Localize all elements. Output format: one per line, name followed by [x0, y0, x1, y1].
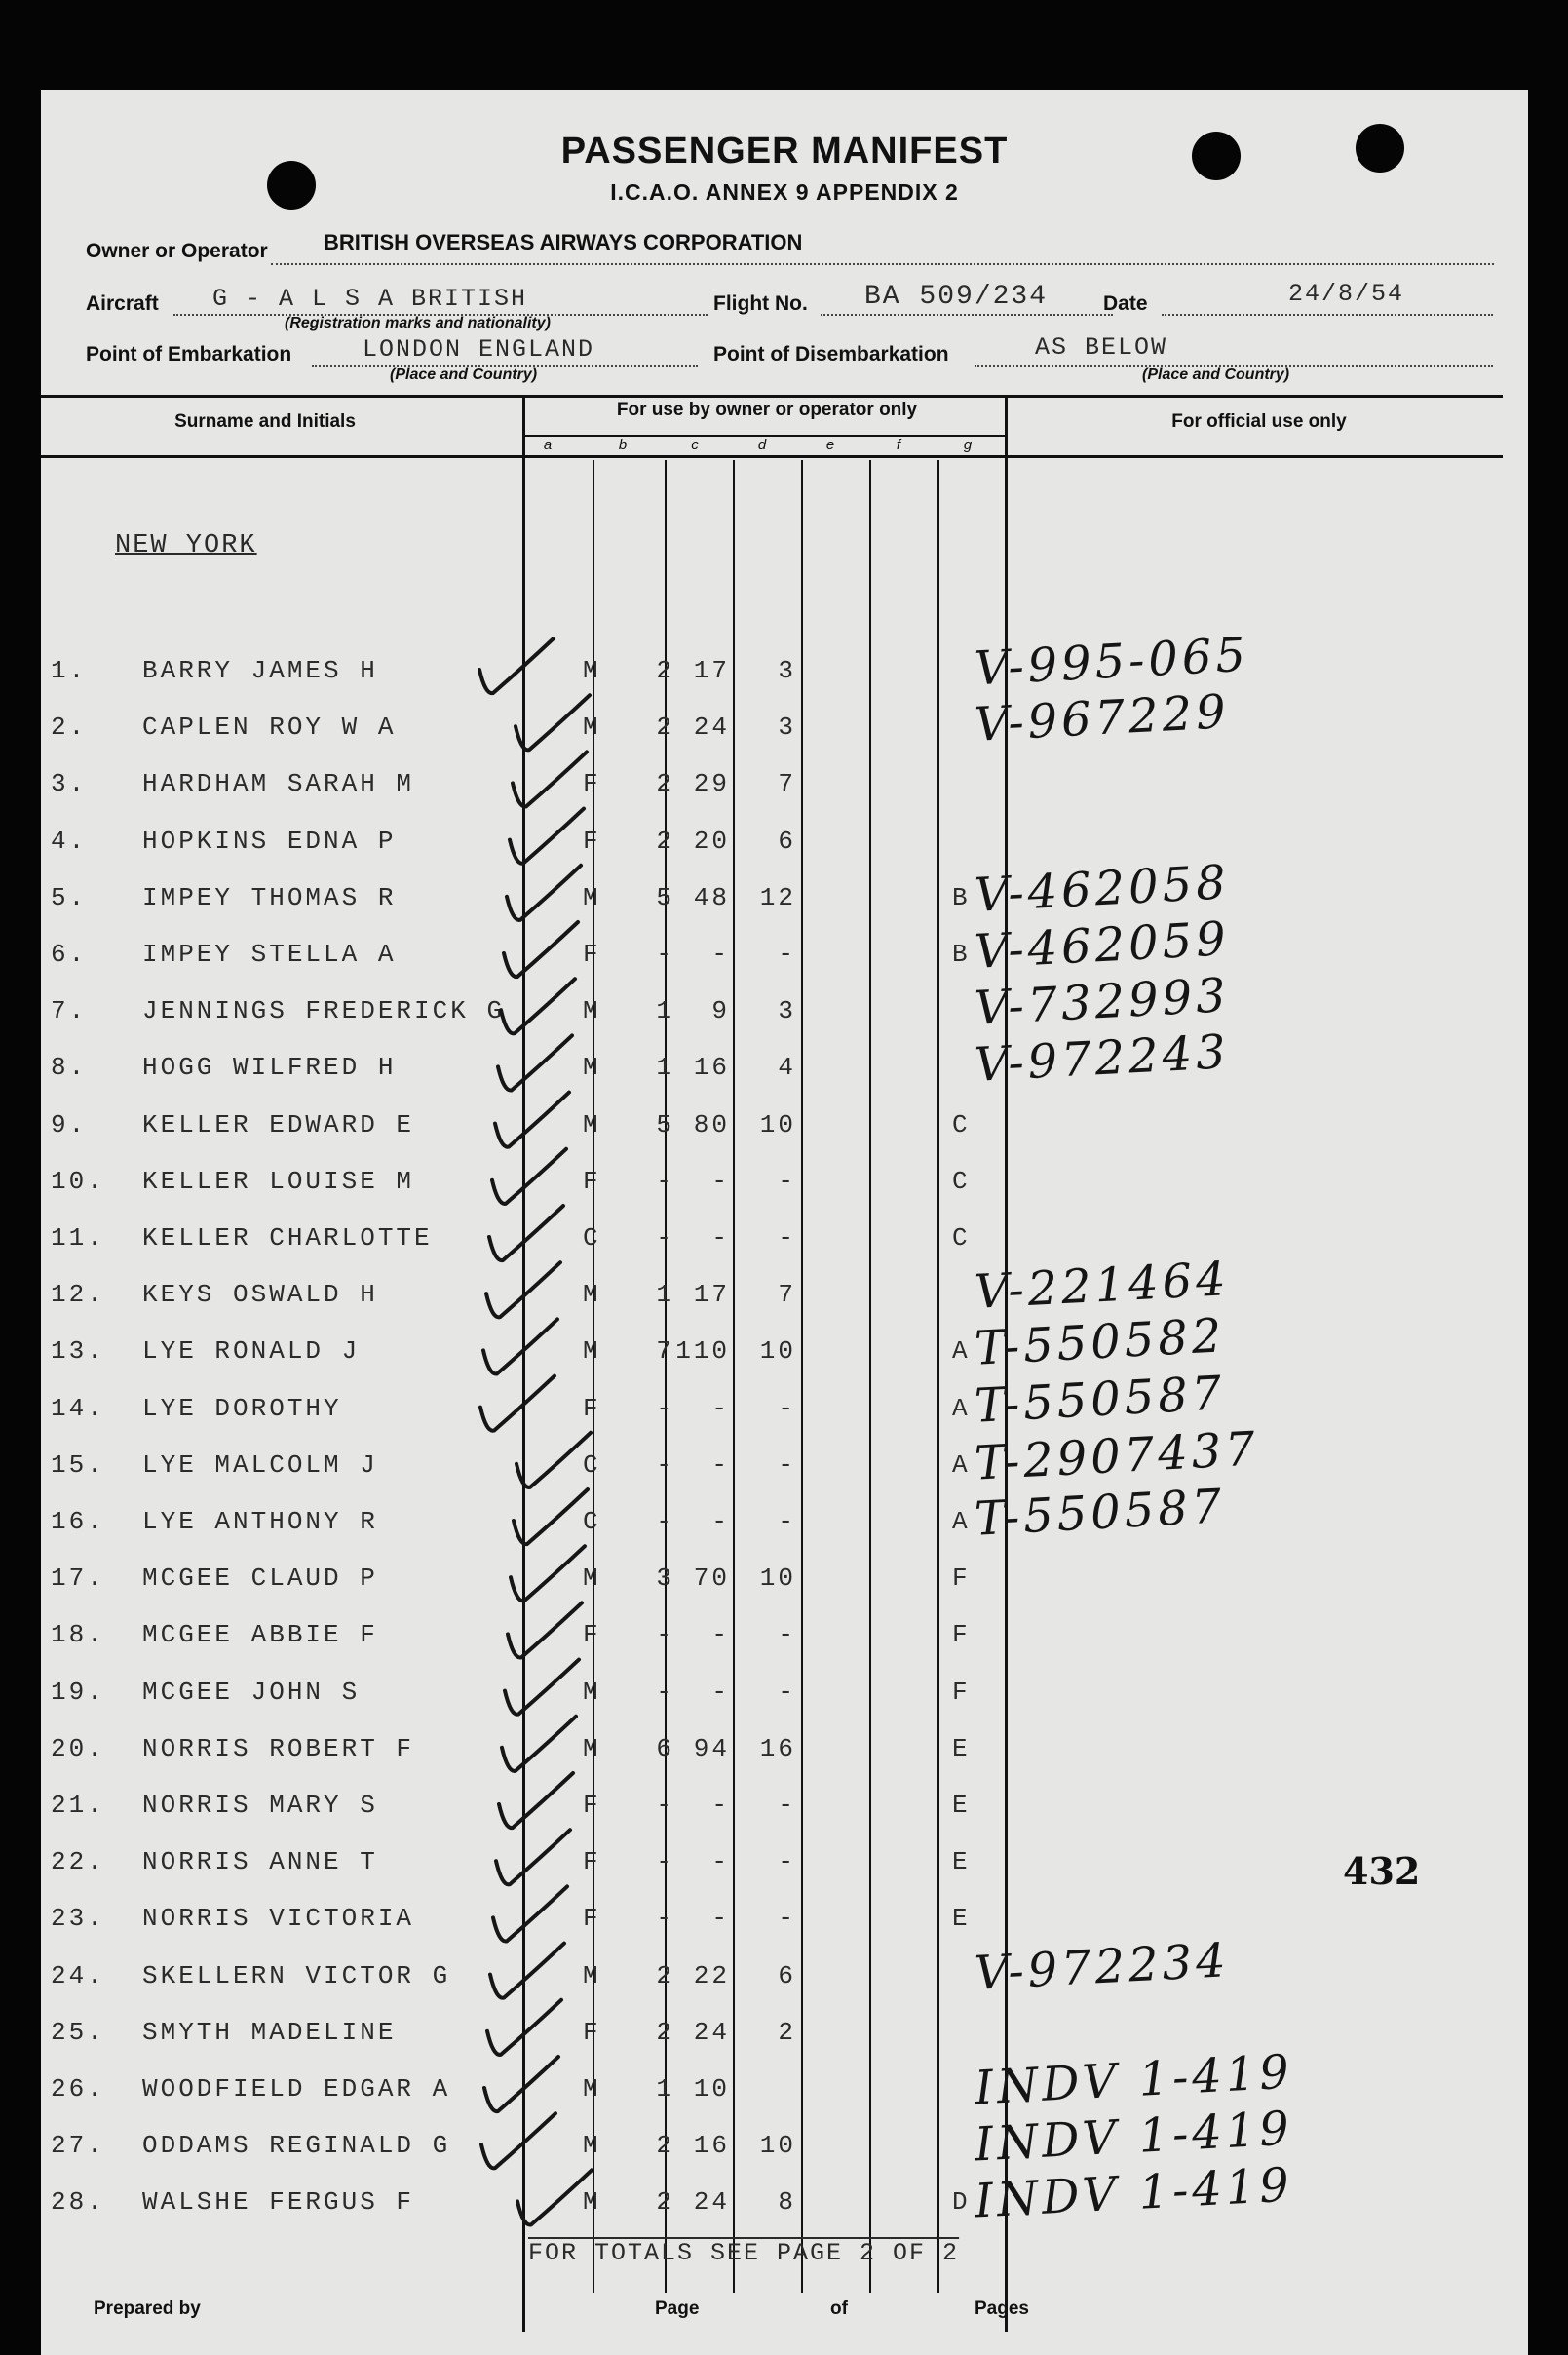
- row-number: 26.: [51, 2074, 105, 2104]
- manifest-sheet: [41, 90, 1528, 2355]
- col-c-value: 1: [656, 1280, 674, 1310]
- sex-code: F: [583, 1393, 601, 1423]
- check-mark: [496, 1830, 570, 1884]
- sex-code: F: [583, 769, 601, 799]
- passenger-name: WOODFIELD EDGAR A: [142, 2074, 451, 2104]
- row-number: 20.: [51, 1733, 105, 1763]
- col-d-value: 10: [693, 2074, 730, 2104]
- passenger-name: LYE ANTHONY R: [142, 1507, 378, 1536]
- sex-code: M: [583, 2074, 601, 2104]
- official-handwritten-number: T-550587: [973, 1479, 1227, 1547]
- col-c-value: -: [656, 1507, 674, 1536]
- passenger-name: NORRIS ROBERT F: [142, 1733, 415, 1763]
- col-c-value: 2: [656, 2017, 674, 2047]
- sex-code: F: [583, 1904, 601, 1934]
- col-e-value: -: [778, 1223, 796, 1253]
- sex-code: M: [583, 1280, 601, 1310]
- page-title: PASSENGER MANIFEST: [560, 131, 1009, 172]
- col-d-value: 110: [675, 1336, 730, 1367]
- passenger-name: BARRY JAMES H: [142, 656, 378, 685]
- col-e-value: -: [778, 1677, 796, 1707]
- passenger-name: SMYTH MADELINE: [142, 2017, 397, 2047]
- col-g-value: A: [952, 1507, 971, 1536]
- row-number: 2.: [51, 713, 88, 743]
- row-number: 16.: [51, 1507, 105, 1536]
- row-number: 6.: [51, 940, 88, 969]
- row-number: 1.: [51, 656, 88, 685]
- column-letter-c: c: [691, 437, 699, 453]
- row-number: 12.: [51, 1280, 105, 1310]
- sex-code: M: [583, 1564, 601, 1594]
- col-c-value: 1: [656, 2074, 674, 2104]
- sex-code: F: [583, 1620, 601, 1650]
- passenger-name: CAPLEN ROY W A: [142, 713, 397, 743]
- row-number: 18.: [51, 1620, 105, 1650]
- sex-code: M: [583, 656, 601, 685]
- col-c-value: 6: [656, 1733, 674, 1763]
- col-c-value: -: [656, 1791, 674, 1820]
- pages-label: Pages: [975, 2298, 1029, 2319]
- owner-label: Owner or Operator: [86, 240, 268, 262]
- passenger-name: HARDHAM SARAH M: [142, 769, 415, 799]
- col-d-value: 17: [693, 656, 730, 685]
- official-handwritten-number: INDV 1-419: [973, 2157, 1295, 2229]
- sex-code: F: [583, 826, 601, 856]
- col-d-value: 9: [711, 996, 730, 1026]
- col-g-value: F: [952, 1564, 971, 1594]
- sex-code: F: [583, 940, 601, 969]
- col-d-value: -: [711, 1166, 730, 1196]
- col-g-value: A: [952, 1393, 971, 1423]
- check-mark: [492, 1149, 566, 1204]
- official-handwritten-number: V-995-065: [973, 627, 1251, 697]
- col-d-value: 48: [693, 882, 730, 912]
- col-d-value: -: [711, 1904, 730, 1934]
- col-e-value: 10: [759, 1564, 796, 1594]
- passenger-name: WALSHE FERGUS F: [142, 2187, 415, 2218]
- sex-code: M: [583, 1677, 601, 1707]
- col-c-value: 2: [656, 1960, 674, 1990]
- row-number: 27.: [51, 2131, 105, 2161]
- sex-code: M: [583, 2187, 601, 2218]
- check-mark: [511, 1546, 585, 1601]
- col-d-value: 17: [693, 1280, 730, 1310]
- col-e-value: -: [778, 1847, 796, 1877]
- col-e-value: -: [778, 1393, 796, 1423]
- sex-code: F: [583, 1847, 601, 1877]
- official-use-header: For official use only: [1171, 411, 1347, 432]
- col-c-value: -: [656, 1223, 674, 1253]
- aircraft-note: (Registration marks and nationality): [285, 315, 551, 331]
- col-c-value: 1: [656, 1053, 674, 1083]
- col-e-value: 10: [759, 1336, 796, 1367]
- passenger-name: NORRIS VICTORIA: [142, 1904, 415, 1934]
- sex-code: M: [583, 1733, 601, 1763]
- col-d-value: 70: [693, 1564, 730, 1594]
- passenger-name: LYE DOROTHY: [142, 1393, 342, 1423]
- col-d-value: 94: [693, 1733, 730, 1763]
- col-g-value: E: [952, 1904, 971, 1934]
- sex-code: M: [583, 2131, 601, 2161]
- col-d-value: 24: [693, 2017, 730, 2047]
- col-c-value: 7: [656, 1336, 674, 1367]
- check-mark: [481, 2113, 555, 2168]
- row-number: 3.: [51, 769, 88, 799]
- sex-code: F: [583, 1791, 601, 1820]
- check-mark: [498, 1035, 572, 1090]
- col-e-value: 4: [778, 1053, 796, 1083]
- disembarkation-note: (Place and Country): [1142, 367, 1290, 383]
- passenger-name: IMPEY STELLA A: [142, 940, 397, 969]
- col-g-value: E: [952, 1733, 971, 1763]
- check-mark: [490, 1944, 564, 1998]
- row-number: 23.: [51, 1904, 105, 1934]
- row-number: 10.: [51, 1166, 105, 1196]
- passenger-name: LYE RONALD J: [142, 1336, 361, 1367]
- column-letter-e: e: [825, 437, 835, 453]
- col-d-value: -: [711, 1677, 730, 1707]
- row-number: 17.: [51, 1564, 105, 1594]
- col-d-value: -: [711, 1791, 730, 1820]
- owner-use-header: For use by owner or operator only: [616, 400, 918, 420]
- col-d-value: 20: [693, 826, 730, 856]
- official-handwritten-number: V-972234: [973, 1932, 1232, 2001]
- check-mark: [487, 2000, 561, 2055]
- passenger-name: MCGEE ABBIE F: [142, 1620, 378, 1650]
- col-c-value: -: [656, 1393, 674, 1423]
- embarkation-note: (Place and Country): [390, 367, 538, 383]
- col-e-value: -: [778, 1904, 796, 1934]
- col-d-value: 24: [693, 2187, 730, 2218]
- row-number: 4.: [51, 826, 88, 856]
- col-c-value: 2: [656, 2187, 674, 2218]
- passenger-name: KELLER CHARLOTTE: [142, 1223, 433, 1253]
- col-c-value: 2: [656, 769, 674, 799]
- passenger-name: KEYS OSWALD H: [142, 1280, 378, 1310]
- col-e-value: 10: [759, 2131, 796, 2161]
- row-number: 24.: [51, 1960, 105, 1990]
- passenger-name: SKELLERN VICTOR G: [142, 1960, 451, 1990]
- check-mark: [502, 1717, 576, 1771]
- passenger-name: IMPEY THOMAS R: [142, 882, 397, 912]
- row-number: 9.: [51, 1109, 88, 1139]
- check-mark: [507, 866, 581, 920]
- column-letter-a: a: [543, 437, 553, 453]
- official-handwritten-number: V-221464: [973, 1252, 1232, 1320]
- check-mark: [495, 1093, 569, 1147]
- col-g-value: A: [952, 1449, 971, 1480]
- official-handwritten-number: T-2907437: [973, 1421, 1261, 1491]
- sex-code: M: [583, 1109, 601, 1139]
- sex-code: M: [583, 882, 601, 912]
- col-g-value: E: [952, 1847, 971, 1877]
- check-mark: [504, 922, 578, 977]
- row-number: 5.: [51, 882, 88, 912]
- col-e-value: -: [778, 1791, 796, 1820]
- check-mark: [501, 979, 575, 1033]
- sex-code: M: [583, 996, 601, 1026]
- check-mark: [483, 1319, 557, 1373]
- aircraft-value: G - A L S A BRITISH: [212, 285, 528, 313]
- sex-code: F: [583, 2017, 601, 2047]
- row-number: 19.: [51, 1677, 105, 1707]
- row-number: 15.: [51, 1449, 105, 1480]
- disembarkation-label: Point of Disembarkation: [713, 343, 949, 366]
- col-c-value: -: [656, 1166, 674, 1196]
- col-g-value: E: [952, 1791, 971, 1820]
- passenger-name: HOPKINS EDNA P: [142, 826, 397, 856]
- official-handwritten-number: V-462059: [973, 911, 1232, 980]
- col-d-value: -: [711, 1847, 730, 1877]
- page-subtitle: I.C.A.O. ANNEX 9 APPENDIX 2: [610, 179, 959, 205]
- col-d-value: 29: [693, 769, 730, 799]
- col-g-value: A: [952, 1336, 971, 1367]
- flight-label: Flight No.: [713, 292, 808, 315]
- passenger-name: ODDAMS REGINALD G: [142, 2131, 451, 2161]
- col-d-value: 16: [693, 1053, 730, 1083]
- col-d-value: -: [711, 940, 730, 969]
- col-e-value: -: [778, 1449, 796, 1480]
- row-number: 13.: [51, 1336, 105, 1367]
- column-letter-d: d: [757, 437, 767, 453]
- official-handwritten-number: V-462058: [973, 854, 1232, 923]
- col-e-value: -: [778, 940, 796, 969]
- row-number: 22.: [51, 1847, 105, 1877]
- passenger-name: LYE MALCOLM J: [142, 1449, 378, 1480]
- col-e-value: 8: [778, 2187, 796, 2218]
- totals-note: FOR TOTALS SEE PAGE 2 OF 2: [528, 2239, 960, 2267]
- page-label: Page: [655, 2298, 700, 2319]
- col-c-value: 2: [656, 656, 674, 685]
- flight-value: BA 509/234: [864, 282, 1049, 312]
- col-d-value: 80: [693, 1109, 730, 1139]
- of-label: of: [830, 2298, 848, 2319]
- col-e-value: 7: [778, 769, 796, 799]
- official-handwritten-number: V-972243: [973, 1024, 1232, 1094]
- aircraft-label: Aircraft: [86, 292, 159, 315]
- col-c-value: 3: [656, 1564, 674, 1594]
- row-number: 21.: [51, 1791, 105, 1820]
- col-g-value: B: [952, 940, 971, 969]
- col-c-value: 2: [656, 2131, 674, 2161]
- date-value: 24/8/54: [1288, 280, 1405, 308]
- check-mark: [479, 638, 554, 693]
- section-heading: NEW YORK: [115, 531, 257, 560]
- check-mark: [484, 2057, 558, 2111]
- date-label: Date: [1103, 292, 1148, 315]
- passenger-name: KELLER EDWARD E: [142, 1109, 415, 1139]
- check-mark: [513, 752, 587, 806]
- col-e-value: 3: [778, 656, 796, 685]
- check-mark: [510, 809, 584, 864]
- col-d-value: -: [711, 1393, 730, 1423]
- row-number: 14.: [51, 1393, 105, 1423]
- check-mark: [517, 2170, 592, 2224]
- col-e-value: 12: [759, 882, 796, 912]
- col-g-value: D: [952, 2187, 971, 2218]
- check-mark: [516, 695, 590, 750]
- disembarkation-value: AS BELOW: [1035, 333, 1168, 362]
- check-mark: [499, 1773, 573, 1828]
- row-number: 28.: [51, 2187, 105, 2218]
- col-e-value: 7: [778, 1280, 796, 1310]
- col-g-value: C: [952, 1109, 971, 1139]
- col-c-value: -: [656, 1677, 674, 1707]
- prepared-by-label: Prepared by: [94, 2298, 201, 2319]
- col-c-value: -: [656, 1449, 674, 1480]
- col-g-value: F: [952, 1620, 971, 1650]
- check-mark: [508, 1602, 582, 1657]
- column-letter-b: b: [618, 437, 628, 453]
- col-g-value: B: [952, 882, 971, 912]
- check-mark: [489, 1206, 563, 1260]
- row-number: 8.: [51, 1053, 88, 1083]
- row-number: 11.: [51, 1223, 105, 1253]
- col-e-value: 3: [778, 713, 796, 743]
- check-mark: [514, 1489, 588, 1544]
- column-letter-f: f: [896, 437, 901, 453]
- sex-code: C: [583, 1449, 601, 1480]
- col-c-value: -: [656, 940, 674, 969]
- col-e-value: 6: [778, 826, 796, 856]
- passenger-name: HOGG WILFRED H: [142, 1053, 397, 1083]
- col-e-value: 16: [759, 1733, 796, 1763]
- col-d-value: 24: [693, 713, 730, 743]
- sex-code: C: [583, 1507, 601, 1536]
- column-letter-g: g: [963, 437, 973, 453]
- col-c-value: -: [656, 1904, 674, 1934]
- col-d-value: -: [711, 1449, 730, 1480]
- col-e-value: 6: [778, 1960, 796, 1990]
- col-g-value: F: [952, 1677, 971, 1707]
- check-mark: [505, 1660, 579, 1715]
- col-g-value: C: [952, 1166, 971, 1196]
- col-e-value: -: [778, 1166, 796, 1196]
- col-c-value: -: [656, 1620, 674, 1650]
- sex-code: M: [583, 1053, 601, 1083]
- col-e-value: 10: [759, 1109, 796, 1139]
- col-c-value: 5: [656, 1109, 674, 1139]
- row-number: 25.: [51, 2017, 105, 2047]
- sex-code: F: [583, 1166, 601, 1196]
- official-handwritten-number: INDV 1-419: [973, 2101, 1295, 2173]
- surname-column-header: Surname and Initials: [174, 411, 356, 432]
- check-mark: [516, 1433, 591, 1487]
- passenger-name: KELLER LOUISE M: [142, 1166, 415, 1196]
- passenger-name: MCGEE JOHN S: [142, 1677, 361, 1707]
- col-c-value: 5: [656, 882, 674, 912]
- col-g-value: C: [952, 1223, 971, 1253]
- page-stamp: 432: [1343, 1849, 1421, 1893]
- official-handwritten-number: T-550587: [973, 1365, 1227, 1434]
- col-e-value: -: [778, 1507, 796, 1536]
- col-c-value: 1: [656, 996, 674, 1026]
- owner-value: BRITISH OVERSEAS AIRWAYS CORPORATION: [324, 230, 803, 254]
- official-handwritten-number: T-550582: [973, 1308, 1227, 1377]
- passenger-name: JENNINGS FREDERICK G: [142, 996, 506, 1026]
- check-mark: [486, 1262, 560, 1317]
- passenger-name: NORRIS MARY S: [142, 1791, 378, 1820]
- passenger-name: NORRIS ANNE T: [142, 1847, 378, 1877]
- col-d-value: 22: [693, 1960, 730, 1990]
- check-marks-layer: [41, 90, 1528, 2355]
- sex-code: C: [583, 1223, 601, 1253]
- sex-code: M: [583, 1960, 601, 1990]
- col-d-value: -: [711, 1223, 730, 1253]
- passenger-name: MCGEE CLAUD P: [142, 1564, 378, 1594]
- col-d-value: -: [711, 1507, 730, 1536]
- official-handwritten-number: INDV 1-419: [973, 2044, 1295, 2116]
- col-c-value: 2: [656, 713, 674, 743]
- official-handwritten-number: V-967229: [973, 684, 1232, 753]
- embarkation-value: LONDON ENGLAND: [363, 335, 595, 364]
- official-handwritten-number: V-732993: [973, 968, 1232, 1036]
- row-number: 7.: [51, 996, 88, 1026]
- col-d-value: 16: [693, 2131, 730, 2161]
- col-e-value: -: [778, 1620, 796, 1650]
- col-e-value: 2: [778, 2017, 796, 2047]
- col-e-value: 3: [778, 996, 796, 1026]
- col-c-value: -: [656, 1847, 674, 1877]
- col-c-value: 2: [656, 826, 674, 856]
- sex-code: M: [583, 1336, 601, 1367]
- embarkation-label: Point of Embarkation: [86, 343, 292, 366]
- check-mark: [493, 1886, 567, 1941]
- check-mark: [480, 1376, 555, 1431]
- sex-code: M: [583, 713, 601, 743]
- col-d-value: -: [711, 1620, 730, 1650]
